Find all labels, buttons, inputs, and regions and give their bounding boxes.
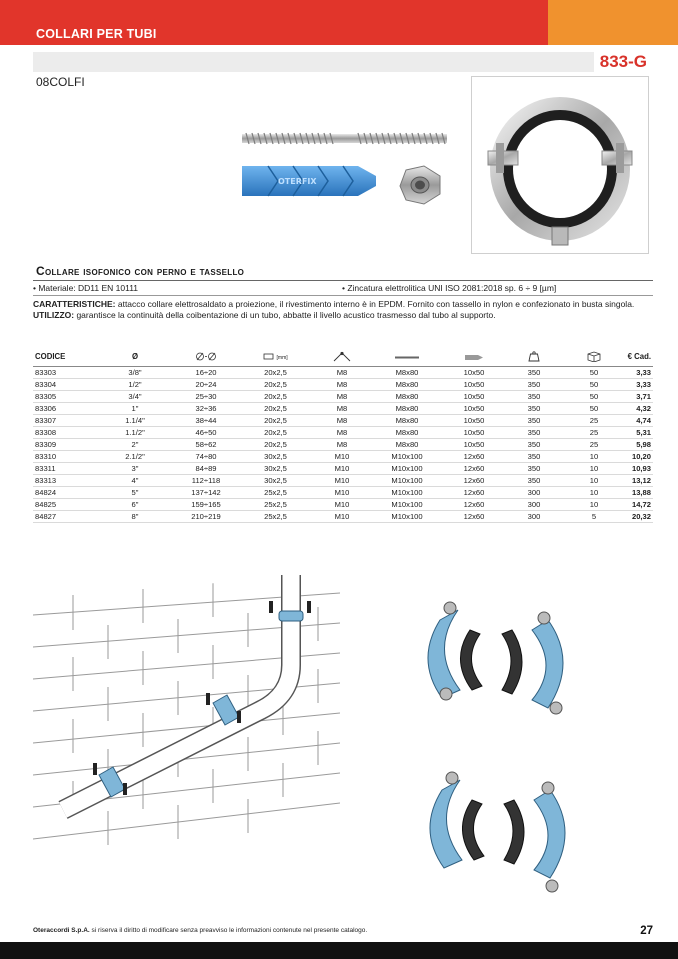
cell-stud: M8x80 — [370, 414, 444, 426]
table-row — [33, 462, 653, 474]
cell-code: 83308 — [33, 426, 95, 438]
cell-code: 83309 — [33, 438, 95, 450]
cell-load: 300 — [504, 510, 564, 522]
cell-code: 84824 — [33, 486, 95, 498]
cell-thread: M10 — [314, 474, 370, 486]
cell-stud: M10x100 — [370, 486, 444, 498]
cell-band: 30x2,5 — [237, 474, 314, 486]
cell-pack: 5 — [564, 510, 624, 522]
load-weight-icon — [528, 351, 540, 362]
cell-load: 350 — [504, 450, 564, 462]
cell-stud: M10x100 — [370, 498, 444, 510]
features-label: CARATTERISTICHE: — [33, 299, 116, 309]
cell-diameter: 1/2" — [95, 378, 175, 390]
product-title: Collare isofonico con perno e tassello — [36, 264, 245, 278]
cell-band: 20x2,5 — [237, 426, 314, 438]
cell-pack: 25 — [564, 438, 624, 450]
cell-thread: M8 — [314, 426, 370, 438]
cell-pack: 50 — [564, 402, 624, 414]
cell-tube-range: 25÷30 — [175, 390, 237, 402]
nylon-plug-icon — [242, 166, 376, 196]
cell-tube-range: 16÷20 — [175, 366, 237, 378]
cell-plug: 12x60 — [444, 486, 504, 498]
cell-code: 83311 — [33, 462, 95, 474]
cell-thread: M10 — [314, 498, 370, 510]
installation-drawing — [33, 575, 340, 865]
cell-pack: 10 — [564, 486, 624, 498]
cell-pack: 50 — [564, 378, 624, 390]
clamp-photo-icon — [472, 77, 648, 253]
cell-load: 350 — [504, 378, 564, 390]
cell-stud: M10x100 — [370, 450, 444, 462]
cell-thread: M8 — [314, 414, 370, 426]
cell-stud: M10x100 — [370, 462, 444, 474]
header-diameter: Ø — [95, 348, 175, 366]
exploded-clamp-top-icon — [428, 602, 563, 714]
cell-diameter: 3/8" — [95, 366, 175, 378]
cell-price: 13,88 — [624, 486, 653, 498]
table-row — [33, 366, 653, 378]
cell-diameter: 5" — [95, 486, 175, 498]
cell-plug: 10x50 — [444, 366, 504, 378]
cell-band: 20x2,5 — [237, 366, 314, 378]
cell-thread: M10 — [314, 450, 370, 462]
clamp-image-box — [471, 76, 649, 254]
cell-plug: 10x50 — [444, 426, 504, 438]
cell-price: 3,33 — [624, 378, 653, 390]
package-icon — [587, 351, 601, 362]
cell-thread: M8 — [314, 366, 370, 378]
plug-brand-text: OTERFIX — [278, 177, 317, 186]
cell-plug: 12x60 — [444, 510, 504, 522]
cell-load: 350 — [504, 474, 564, 486]
cell-band: 25x2,5 — [237, 498, 314, 510]
header-code: CODICE — [33, 348, 95, 366]
usage-paragraph — [33, 310, 655, 321]
cell-thread: M8 — [314, 438, 370, 450]
cell-plug: 10x50 — [444, 414, 504, 426]
cell-stud: M10x100 — [370, 510, 444, 522]
product-table — [33, 348, 653, 523]
spec-divider — [33, 295, 653, 296]
cell-stud: M8x80 — [370, 390, 444, 402]
cell-load: 350 — [504, 390, 564, 402]
table-row — [33, 390, 653, 402]
features-paragraph — [33, 299, 655, 310]
header-band — [237, 348, 314, 366]
table-row — [33, 510, 653, 522]
cell-code: 83304 — [33, 378, 95, 390]
cell-thread: M10 — [314, 510, 370, 522]
cell-band: 20x2,5 — [237, 414, 314, 426]
cell-plug: 10x50 — [444, 438, 504, 450]
cell-load: 350 — [504, 402, 564, 414]
cell-thread: M10 — [314, 486, 370, 498]
header-thread — [314, 348, 370, 366]
cell-price: 13,12 — [624, 474, 653, 486]
table-row — [33, 402, 653, 414]
cell-stud: M8x80 — [370, 426, 444, 438]
cell-diameter: 8" — [95, 510, 175, 522]
cell-plug: 10x50 — [444, 402, 504, 414]
cell-tube-range: 84÷89 — [175, 462, 237, 474]
cell-price: 20,32 — [624, 510, 653, 522]
family-code: 08COLFI — [36, 75, 85, 89]
header-plug — [444, 348, 504, 366]
header-load — [504, 348, 564, 366]
cell-diameter: 6" — [95, 498, 175, 510]
cell-price: 3,71 — [624, 390, 653, 402]
table-body — [33, 366, 653, 522]
cell-price: 10,93 — [624, 462, 653, 474]
cell-band: 20x2,5 — [237, 402, 314, 414]
header-band-accent — [548, 0, 678, 45]
cell-diameter: 1.1/2" — [95, 426, 175, 438]
table-row — [33, 438, 653, 450]
cell-band: 25x2,5 — [237, 486, 314, 498]
cell-tube-range: 137÷142 — [175, 486, 237, 498]
cell-load: 300 — [504, 486, 564, 498]
cell-tube-range: 38÷44 — [175, 414, 237, 426]
cell-code: 84825 — [33, 498, 95, 510]
cell-thread: M8 — [314, 390, 370, 402]
cell-price: 3,33 — [624, 366, 653, 378]
footer-text: si riserva il diritto di modificare senza preavviso le informazioni contenute nel presente catalogo. — [91, 927, 368, 934]
cell-pack: 10 — [564, 498, 624, 510]
cell-diameter: 3" — [95, 462, 175, 474]
cell-code: 83307 — [33, 414, 95, 426]
product-code-bar — [33, 52, 653, 72]
cell-tube-range: 58÷62 — [175, 438, 237, 450]
cell-code: 84827 — [33, 510, 95, 522]
spec-coating: • Zincatura elettrolitica UNI ISO 2081:2018 sp. 6 ÷ 9 [µm] — [342, 283, 557, 293]
stud-icon — [394, 355, 420, 360]
table-row — [33, 486, 653, 498]
usage-label: UTILIZZO: — [33, 309, 75, 320]
table-row — [33, 474, 653, 486]
cell-load: 300 — [504, 498, 564, 510]
cell-thread: M8 — [314, 402, 370, 414]
table-row — [33, 498, 653, 510]
cell-code: 83310 — [33, 450, 95, 462]
cell-tube-range: 112÷118 — [175, 474, 237, 486]
exploded-clamp-bottom-icon — [430, 772, 565, 892]
header-price: € Cad. — [624, 348, 653, 366]
cell-thread: M8 — [314, 378, 370, 390]
cell-thread: M10 — [314, 462, 370, 474]
footer-disclaimer — [33, 927, 367, 934]
cell-pack: 10 — [564, 474, 624, 486]
cell-tube-range: 74÷80 — [175, 450, 237, 462]
cell-pack: 25 — [564, 414, 624, 426]
cell-stud: M8x80 — [370, 366, 444, 378]
cell-stud: M8x80 — [370, 378, 444, 390]
plug-icon — [464, 354, 484, 361]
cell-price: 5,31 — [624, 426, 653, 438]
cell-diameter: 1" — [95, 402, 175, 414]
cell-price: 4,74 — [624, 414, 653, 426]
features-text: attacco collare elettrosaldato a proiezione, il rivestimento interno è in EPDM. Fornito con tassello in nylon e confezionato in busta singola. — [117, 299, 635, 309]
usage-text: garantisce la continuità della coibentazione di un tubo, abbatte il livello acustico trasmesso dal tubo al supporto. — [76, 309, 496, 320]
cell-price: 5,98 — [624, 438, 653, 450]
cell-diameter: 4" — [95, 474, 175, 486]
band-section-icon — [263, 352, 274, 361]
threaded-stud-icon — [242, 133, 447, 144]
cell-tube-range: 210÷219 — [175, 510, 237, 522]
table-header-row — [33, 348, 653, 366]
cell-band: 30x2,5 — [237, 462, 314, 474]
exploded-clamp-drawing — [420, 590, 590, 910]
product-description — [33, 299, 655, 320]
spec-material: • Materiale: DD11 EN 10111 — [33, 283, 139, 293]
cell-plug: 12x60 — [444, 474, 504, 486]
cell-plug: 12x60 — [444, 498, 504, 510]
cell-pack: 50 — [564, 390, 624, 402]
cell-tube-range: 32÷36 — [175, 402, 237, 414]
tube-diameter-range-icon — [195, 352, 217, 361]
title-divider — [33, 280, 653, 281]
table-row — [33, 426, 653, 438]
cell-load: 350 — [504, 438, 564, 450]
header-stud — [370, 348, 444, 366]
cell-diameter: 2" — [95, 438, 175, 450]
cell-pack: 50 — [564, 366, 624, 378]
cell-band: 20x2,5 — [237, 390, 314, 402]
product-code: 833-G — [594, 51, 653, 72]
section-title: COLLARI PER TUBI — [36, 27, 157, 41]
cell-plug: 12x60 — [444, 450, 504, 462]
cell-tube-range: 46÷50 — [175, 426, 237, 438]
cell-stud: M8x80 — [370, 402, 444, 414]
footer-company: Oteraccordi S.p.A. — [33, 927, 90, 934]
header-pack — [564, 348, 624, 366]
cell-price: 14,72 — [624, 498, 653, 510]
page-number: 27 — [640, 925, 653, 937]
cell-band: 20x2,5 — [237, 378, 314, 390]
cell-band: 30x2,5 — [237, 450, 314, 462]
table-row — [33, 378, 653, 390]
cell-plug: 12x60 — [444, 462, 504, 474]
cell-price: 4,32 — [624, 402, 653, 414]
cell-code: 83305 — [33, 390, 95, 402]
hex-nut-icon — [400, 166, 440, 204]
footer-band — [0, 942, 678, 959]
cell-band: 20x2,5 — [237, 438, 314, 450]
cell-price: 10,20 — [624, 450, 653, 462]
cell-code: 83303 — [33, 366, 95, 378]
accessories-image — [238, 120, 450, 210]
table-row — [33, 414, 653, 426]
cell-code: 83313 — [33, 474, 95, 486]
cell-diameter: 3/4" — [95, 390, 175, 402]
thread-attachment-icon — [333, 351, 351, 362]
cell-load: 350 — [504, 462, 564, 474]
cell-plug: 10x50 — [444, 378, 504, 390]
band-unit: [mm] — [276, 355, 288, 362]
table-row — [33, 450, 653, 462]
cell-tube-range: 20÷24 — [175, 378, 237, 390]
cell-diameter: 1.1/4" — [95, 414, 175, 426]
cell-pack: 10 — [564, 462, 624, 474]
cell-tube-range: 159÷165 — [175, 498, 237, 510]
cell-load: 350 — [504, 414, 564, 426]
cell-code: 83306 — [33, 402, 95, 414]
cell-pack: 25 — [564, 426, 624, 438]
cell-stud: M8x80 — [370, 438, 444, 450]
cell-pack: 10 — [564, 450, 624, 462]
cell-band: 25x2,5 — [237, 510, 314, 522]
cell-diameter: 2.1/2" — [95, 450, 175, 462]
cell-load: 350 — [504, 366, 564, 378]
cell-stud: M10x100 — [370, 474, 444, 486]
cell-load: 350 — [504, 426, 564, 438]
cell-plug: 10x50 — [444, 390, 504, 402]
header-tube-range — [175, 348, 237, 366]
